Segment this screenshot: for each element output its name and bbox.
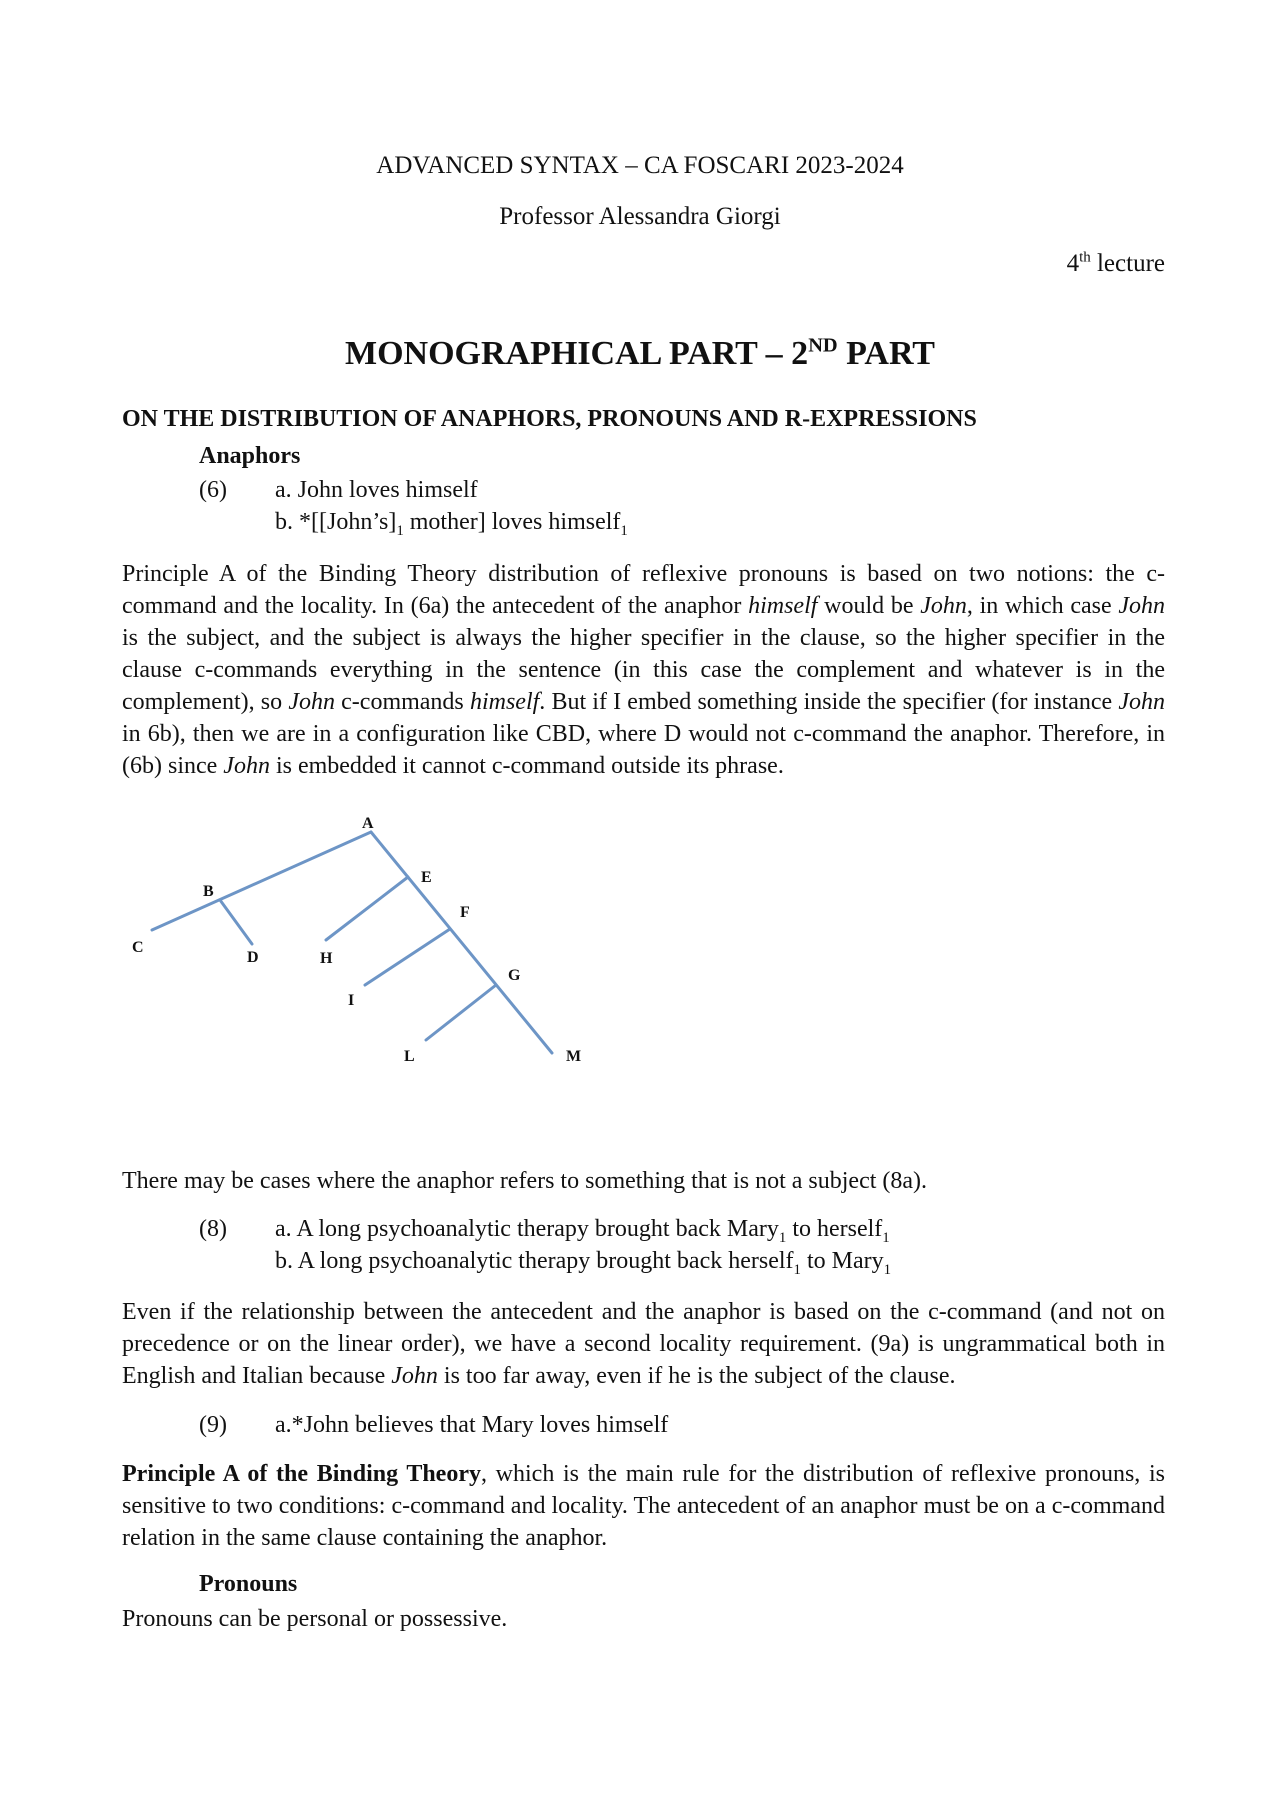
pronouns-heading: Pronouns [199, 1571, 298, 1597]
branch-A-B-C [152, 832, 371, 930]
section-heading: ON THE DISTRIBUTION OF ANAPHORS, PRONOUNS AND R-EXPRESSIONS [122, 406, 977, 432]
lecture-number: 4th lecture [1066, 249, 1165, 277]
branch-G-L [426, 985, 496, 1040]
branch-E-H [326, 877, 408, 940]
paragraph-non-subject: There may be cases where the anaphor refers to something that is not a subject (8a). [122, 1168, 928, 1194]
pronouns-text: Pronouns can be personal or possessive. [122, 1606, 508, 1632]
node-E: E [421, 869, 432, 886]
node-A: A [362, 815, 374, 832]
page-title: MONOGRAPHICAL PART – 2ND PART [345, 334, 935, 372]
node-M: M [566, 1048, 582, 1065]
paragraph-locality: Even if the relationship between the antecedent and the anaphor is based on the c-command (and not on precedence or on the linear order), we have a second locality requirement. (9a) is ungrammatical both in English and Italian because John is too far away, even if he is the subject of the clause. [122, 1299, 1165, 1389]
example-8a: a. A long psychoanalytic therapy brought back Mary$_1$ to herself$_1$ [275, 1216, 890, 1246]
example-9a: a.*John believes that Mary loves himself [275, 1412, 669, 1438]
example-6a: a. John loves himself [275, 477, 478, 503]
example-8b: b. A long psychoanalytic therapy brought back herself$_1$ to Mary$_1$ [275, 1248, 892, 1278]
paragraph-principle-a-summary: Principle A of the Binding Theory, which is the main rule for the distribution of reflexive pronouns, is sensitive to two conditions: c-command and locality. The antecedent of an anaphor must be on a c-command relation in the same clause containing the anaphor. [122, 1461, 1165, 1551]
example-8-number: (8) [199, 1216, 227, 1242]
node-H: H [320, 950, 333, 967]
branch-A-M [371, 832, 552, 1053]
example-6-number: (6) [199, 477, 227, 503]
example-9-number: (9) [199, 1412, 227, 1438]
node-I: I [348, 992, 355, 1009]
node-B: B [203, 883, 214, 900]
professor-name: Professor Alessandra Giorgi [499, 203, 781, 230]
example-6b: b. $*[[John’s]_1$ mother] loves himself$_1$ [275, 509, 628, 539]
node-F: F [460, 904, 470, 921]
node-L: L [404, 1048, 415, 1065]
course-title: ADVANCED SYNTAX – CA FOSCARI 2023-2024 [376, 152, 904, 179]
node-C: C [132, 939, 144, 956]
branch-F-I [365, 929, 450, 985]
branch-B-D [220, 900, 252, 944]
anaphors-heading: Anaphors [199, 443, 301, 469]
node-G: G [508, 967, 521, 984]
paragraph-principle-a: Principle A of the Binding Theory distribution of reflexive pronouns is based on two notions: the c-command and the locality. In (6a) the antecedent of the anaphor himself would be John, in which case John is the subject, and the subject is always the higher specifier in the clause, so the higher specifier in the clause c-commands everything in the sentence (in this case the complement and whatever is in the complement), so John c-commands himself. But if I embed something inside the specifier (for instance John in 6b), then we are in a configuration like CBD, where D would not c-command the anaphor. Therefore, in (6b) since John is embedded it cannot c-command outside its phrase. [122, 561, 1166, 779]
node-D: D [247, 949, 259, 966]
